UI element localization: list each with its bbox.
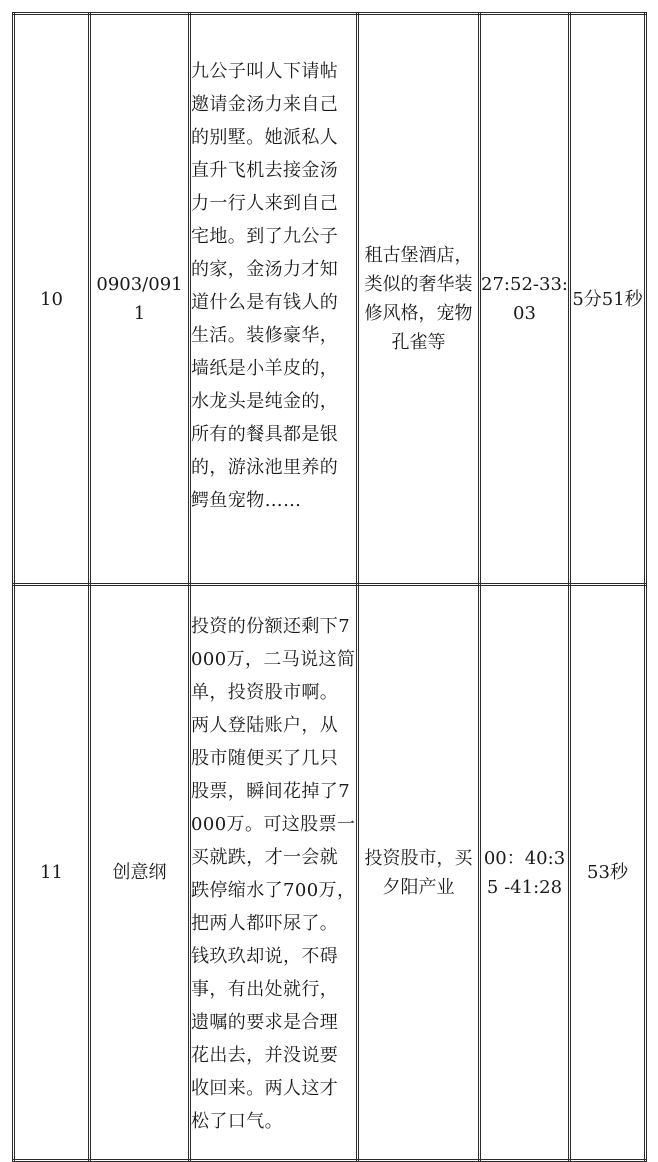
plot-cell: 投资的份额还剩下7000万，二马说这简单，投资股市啊。两人登陆账户，从股市随便买了几只股票，瞬间花掉了7000万。可这股票一买就跌，才一会就跌停缩水了700万，把两人都吓尿了。钱玖玖却说，不碍事，有出处就行，遗嘱的要求是合理花出去，并没说要收回来。两人这才松了口气。 [190, 585, 358, 1161]
episode-cell: 创意纲 [90, 585, 190, 1161]
row-index-cell: 10 [14, 14, 90, 585]
timecode-cell: 00：40:35 -41:28 [480, 585, 570, 1161]
plot-cell: 九公子叫人下请帖邀请金汤力来自己的别墅。她派私人直升飞机去接金汤力一行人来到自己宅地。到了九公子的家，金汤力才知道什么是有钱人的生活。装修豪华，墙纸是小羊皮的，水龙头是纯金的，所有的餐具都是银的，游泳池里养的鳄鱼宠物…… [190, 14, 358, 585]
episode-cell: 0903/0911 [90, 14, 190, 585]
timecode-cell: 27:52-33:03 [480, 14, 570, 585]
table-row [14, 14, 646, 585]
duration-cell: 5分51秒 [570, 14, 646, 585]
duration-cell: 53秒 [570, 585, 646, 1161]
table-row [14, 585, 646, 1161]
scene-cell: 投资股市，买夕阳产业 [358, 585, 480, 1161]
script-table [12, 12, 647, 1162]
row-index-cell: 11 [14, 585, 90, 1161]
scene-cell: 租古堡酒店，类似的奢华装修风格，宠物孔雀等 [358, 14, 480, 585]
